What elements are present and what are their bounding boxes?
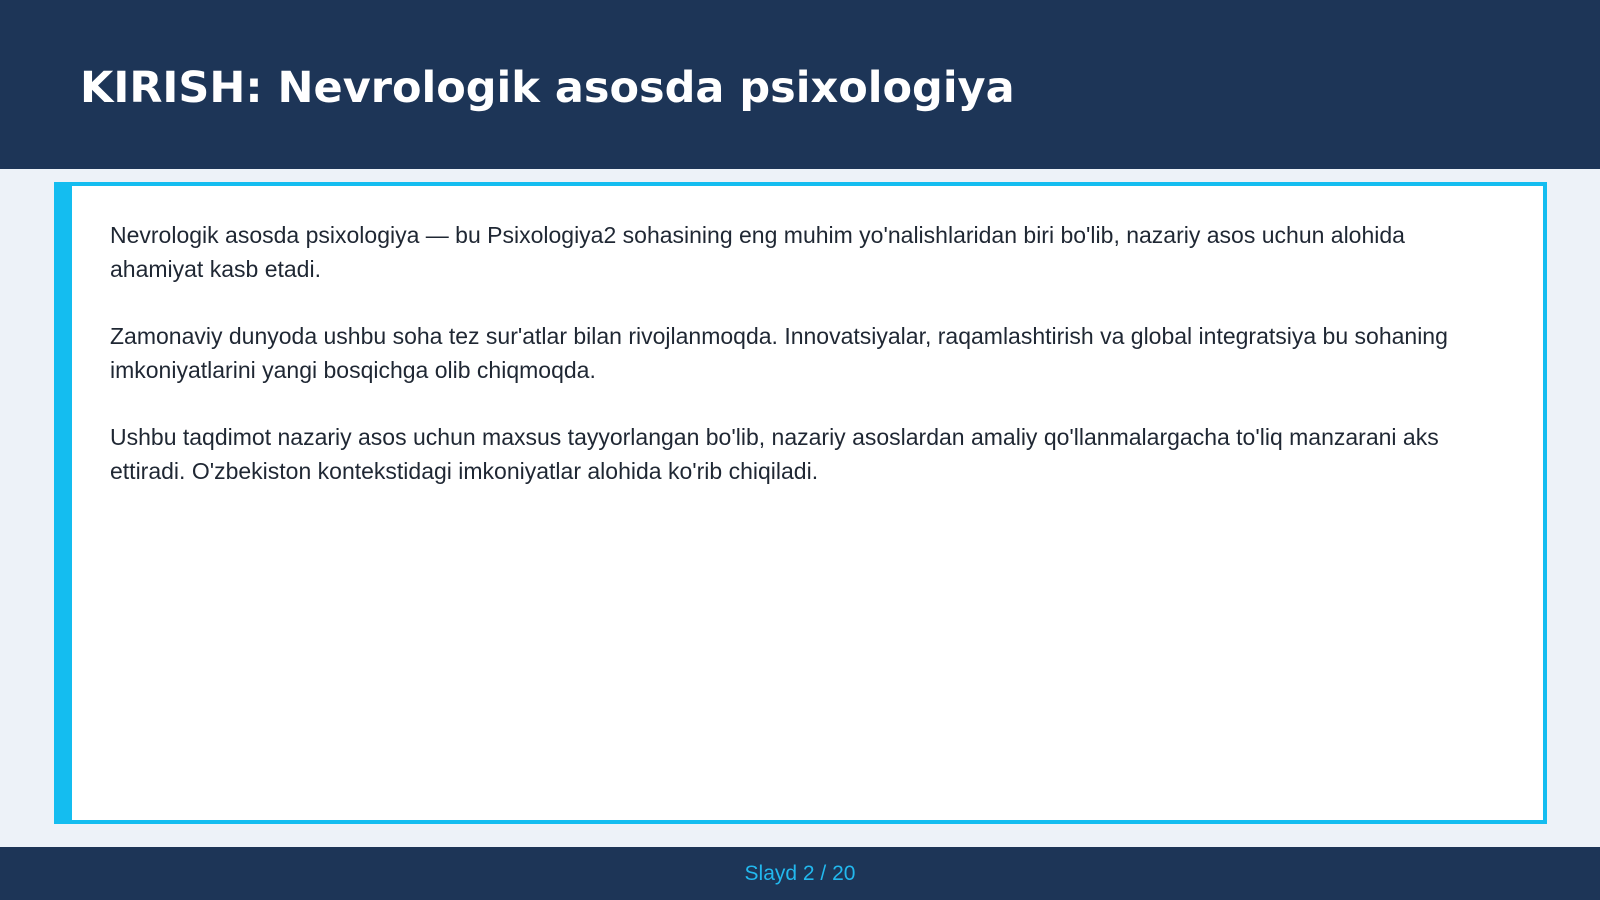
paragraph-list	[110, 218, 1500, 521]
paragraph-3: Ushbu taqdimot nazariy asos uchun maxsus tayyorlangan bo'lib, nazariy asoslardan amaliy qo'llanmalargacha to'liq manzarani aks ettiradi. O'zbekiston kontekstidagi imkoniyatlar alohida ko'rib chiqiladi.	[110, 424, 1439, 484]
slide-title: KIRISH: Nevrologik asosda psixologiya	[80, 63, 1015, 113]
paragraph-1: Nevrologik asosda psixologiya — bu Psixologiya2 sohasining eng muhim yo'nalishlaridan biri bo'lib, nazariy asos uchun alohida ahamiyat kasb etadi.	[110, 222, 1405, 282]
slide-header	[0, 0, 1600, 169]
slide-footer	[0, 847, 1600, 900]
slide-counter: Slayd 2 / 20	[744, 862, 856, 885]
content-card	[54, 182, 1547, 824]
paragraph-2: Zamonaviy dunyoda ushbu soha tez sur'atlar bilan rivojlanmoqda. Innovatsiyalar, raqamlashtirish va global integratsiya bu sohaning imkoniyatlarini yangi bosqichga olib chiqmoqda.	[110, 323, 1448, 383]
